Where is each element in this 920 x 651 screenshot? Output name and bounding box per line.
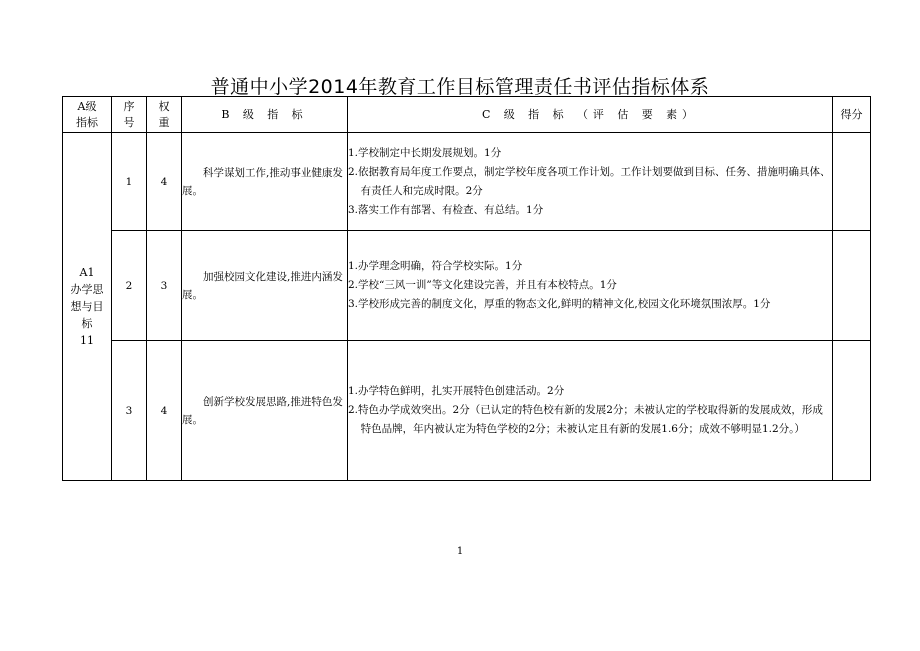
weight-cell: 4	[147, 133, 182, 231]
document-title: 普通中小学2014年教育工作目标管理责任书评估指标体系	[210, 76, 710, 98]
b-indicator-cell	[182, 231, 348, 341]
a-indicator-name-line1: 办学思	[70, 283, 104, 296]
header-a-line1: A级	[77, 99, 97, 113]
c-indicator-cell	[348, 231, 833, 341]
a-indicator-cell	[63, 133, 112, 481]
header-seq-line2: 号	[123, 115, 135, 129]
a-indicator-points: 11	[80, 334, 94, 347]
header-c-indicator: C 级 指 标 （评 估 要 素）	[348, 97, 833, 133]
table-row	[63, 341, 871, 481]
table-row	[63, 231, 871, 341]
c-item: 1.办学理念明确，符合学校实际。1分	[348, 260, 523, 272]
page-number: 1	[456, 546, 464, 557]
c-item: 2.特色办学成效突出。2分（已认定的特色校有新的发展2分；未被认定的学校取得新的发展成效，形成特色品牌，年内被认定为特色学校的2分；未被认定且有新的发展1.6分；成效不够明显1.2分。）	[348, 404, 823, 435]
c-item: 1.办学特色鲜明，扎实开展特色创建活动。2分	[348, 385, 565, 397]
c-indicator-cell	[348, 341, 833, 481]
seq-cell: 1	[112, 133, 147, 231]
b-indicator-text: 科学谋划工作,推动事业健康发展。	[182, 166, 343, 197]
weight-cell: 3	[147, 231, 182, 341]
score-cell[interactable]	[833, 133, 871, 231]
b-indicator-cell	[182, 341, 348, 481]
score-cell[interactable]	[833, 231, 871, 341]
header-seq	[112, 97, 147, 133]
header-row	[63, 97, 871, 133]
b-indicator-text: 创新学校发展思路,推进特色发展。	[182, 395, 343, 426]
c-indicator-cell	[348, 133, 833, 231]
c-item: 2.学校“三风一训”等文化建设完善，并且有本校特点。1分	[348, 279, 617, 291]
header-b-indicator: B 级 指 标	[182, 97, 348, 133]
c-item: 1.学校制定中长期发展规划。1分	[348, 146, 502, 159]
header-a-line2: 指标	[76, 115, 98, 129]
seq-cell: 2	[112, 231, 147, 341]
header-weight	[147, 97, 182, 133]
table-row	[63, 133, 871, 231]
a-indicator-name-line2: 想与目	[70, 300, 104, 313]
header-weight-line2: 重	[158, 115, 170, 129]
a-indicator-code: A1	[79, 266, 95, 279]
header-seq-line1: 序	[123, 99, 135, 113]
c-item: 3.落实工作有部署、有检查、有总结。1分	[348, 203, 544, 216]
a-indicator-name-line3: 标	[81, 317, 93, 330]
header-score: 得分	[833, 97, 871, 133]
b-indicator-cell	[182, 133, 348, 231]
header-a-indicator	[63, 97, 112, 133]
c-item: 3.学校形成完善的制度文化，厚重的物态文化,鲜明的精神文化,校园文化环境氛围浓厚。1分	[348, 298, 771, 310]
b-indicator-text: 加强校园文化建设,推进内涵发展。	[182, 270, 343, 301]
score-cell[interactable]	[833, 341, 871, 481]
header-weight-line1: 权	[158, 99, 170, 113]
evaluation-table	[62, 96, 871, 481]
weight-cell: 4	[147, 341, 182, 481]
seq-cell: 3	[112, 341, 147, 481]
c-item: 2.依据教育局年度工作要点，制定学校年度各项工作计划。工作计划要做到目标、任务、措施明确具体、有责任人和完成时限。2分	[348, 165, 831, 197]
